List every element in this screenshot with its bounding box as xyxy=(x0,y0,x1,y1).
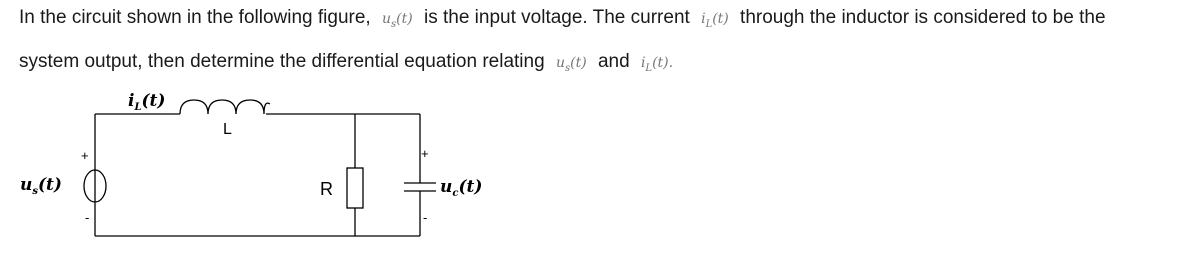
question-text: and xyxy=(597,51,630,72)
source-label-symbol: u xyxy=(20,175,33,195)
source-minus-sign: - xyxy=(85,210,90,225)
math-us-sub: s xyxy=(391,18,397,30)
math-il-symbol: i xyxy=(640,55,646,71)
math-us-symbol: u xyxy=(381,11,391,27)
question-text: is the input voltage. The current xyxy=(423,7,690,28)
current-label-symbol: i xyxy=(128,91,135,111)
question-text: In the circuit shown in the following figure, xyxy=(19,7,371,28)
math-il-symbol: i xyxy=(701,11,706,27)
math-il-arg: (t) xyxy=(712,11,729,27)
capacitor-symbol xyxy=(404,183,436,191)
voltage-source xyxy=(84,170,106,202)
source-label xyxy=(20,175,62,197)
current-label-sub: L xyxy=(134,102,142,113)
inductor-label: L xyxy=(223,121,232,138)
source-label-sub: s xyxy=(32,186,39,197)
current-label xyxy=(128,91,165,113)
math-us-sub: s xyxy=(564,62,571,74)
current-label-arg: (t) xyxy=(141,91,166,111)
math-il-sub: L xyxy=(645,62,653,74)
cap-voltage-symbol: u xyxy=(440,177,453,197)
inductor-coil xyxy=(180,100,270,114)
resistor-symbol xyxy=(347,168,363,208)
math-us-arg: (t) xyxy=(396,11,413,27)
math-il-arg: (t). xyxy=(652,55,674,71)
math-il-sub: L xyxy=(705,18,713,30)
cap-plus-sign: + xyxy=(421,146,429,161)
source-plus-sign: + xyxy=(81,148,89,163)
cap-minus-sign: - xyxy=(423,210,428,225)
math-us-arg: (t) xyxy=(570,55,587,71)
cap-voltage-label xyxy=(440,177,482,199)
question-text: system output, then determine the differential equation relating xyxy=(19,51,545,72)
question-text: through the inductor is considered to be the xyxy=(740,7,1106,28)
cap-voltage-sub: c xyxy=(452,188,459,199)
math-us-symbol: u xyxy=(555,55,565,71)
cap-voltage-arg: (t) xyxy=(458,177,483,197)
resistor-label: R xyxy=(320,179,333,199)
source-label-arg: (t) xyxy=(38,175,62,195)
